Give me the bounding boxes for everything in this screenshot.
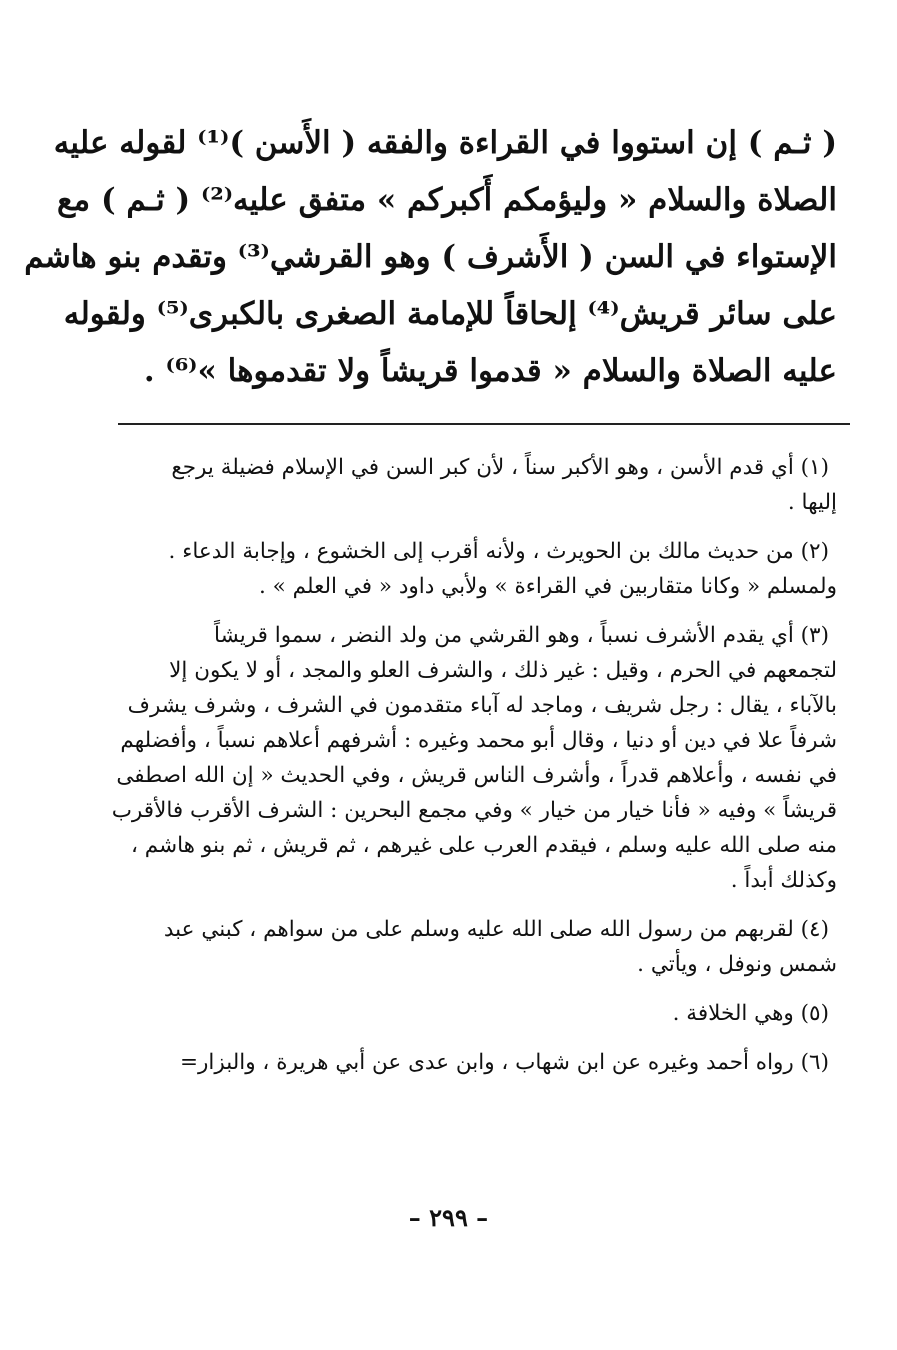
footnote-5 (110, 996, 837, 1031)
footnote-line: ولمسلم « وكانا متقاربين في القراءة » ولأبي داود « في العلم » . (258, 574, 837, 599)
footnote-line: لتجمعهم في الحرم ، وقيل : غير ذلك ، والشرف العلو والمجد ، أو لا يكون إلا (169, 658, 837, 683)
footnote-line: شمس ونوفل ، ويأتي . (637, 952, 837, 977)
footnote-6 (110, 1045, 837, 1080)
footnote-line: بالآباء ، يقال : رجل شريف ، وماجد له آباء متقدمون في الشرف ، وشرف يشرف (127, 693, 837, 718)
main-text-line: الإستواء في السن ( الأَشرف ) وهو القرشي⁽³⁾ وتقدم بنو هاشم (24, 239, 837, 275)
footnote-line: إليها . (787, 490, 837, 515)
footnote-line: (٥) وهي الخلافة . (672, 1001, 829, 1026)
main-text-line: ( ثـم ) إن استووا في القراءة والفقه ( الأَسن )⁽¹⁾ لقوله عليه (53, 125, 837, 161)
footnote-line: قريشاً » وفيه « فأنا خيار من خيار » وفي مجمع البحرين : الشرف الأقرب فالأقرب (111, 798, 837, 823)
footnote-separator (118, 423, 850, 425)
footnote-line: (٣) أي يقدم الأشرف نسباً ، وهو القرشي من ولد النضر ، سموا قريشاً (214, 623, 829, 648)
main-text-line: عليه الصلاة والسلام « قدموا قريشاً ولا تقدموها »⁽⁶⁾ . (143, 353, 837, 389)
footnote-2 (110, 534, 837, 604)
footnotes-block (110, 450, 837, 1094)
footnote-line: وكذلك أبداً . (730, 868, 837, 893)
footnote-line: في نفسه ، وأعلاهم قدراً ، وأشرف الناس قريش ، وفي الحديث « إن الله اصطفى (116, 763, 837, 788)
footnote-3 (110, 618, 837, 898)
footnote-line: (١) أي قدم الأسن ، وهو الأكبر سناً ، لأن كبر السن في الإسلام فضيلة يرجع (171, 455, 829, 480)
footnote-line: (٤) لقربهم من رسول الله صلى الله عليه وسلم على من سواهم ، كبني عبد (163, 917, 829, 942)
footnote-4 (110, 912, 837, 982)
footnote-line: منه صلى الله عليه وسلم ، فيقدم العرب على غيرهم ، ثم قريش ، ثم بنو هاشم ، (131, 833, 837, 858)
main-text-line: الصلاة والسلام « وليؤمكم أَكبركم » متفق عليه⁽²⁾ ( ثـم ) مع (57, 182, 837, 218)
main-text-block (24, 115, 837, 400)
footnote-line: شرفاً علا في دين أو دنيا ، وقال أبو محمد وغيره : أشرفهم أعلاهم نسباً ، وأفضلهم (120, 728, 837, 753)
page-number: – ٢٩٩ – (408, 1203, 489, 1232)
footnote-line: (٦) رواه أحمد وغيره عن ابن شهاب ، وابن عدى عن أبي هريرة ، والبزار= (179, 1050, 829, 1075)
footnote-1 (110, 450, 837, 520)
footnote-line: (٢) من حديث مالك بن الحويرث ، ولأنه أقرب إلى الخشوع ، وإجابة الدعاء . (168, 539, 829, 564)
main-text-line: على سائر قريش⁽⁴⁾ إلحاقاً للإمامة الصغرى بالكبرى⁽⁵⁾ ولقوله (63, 296, 837, 332)
